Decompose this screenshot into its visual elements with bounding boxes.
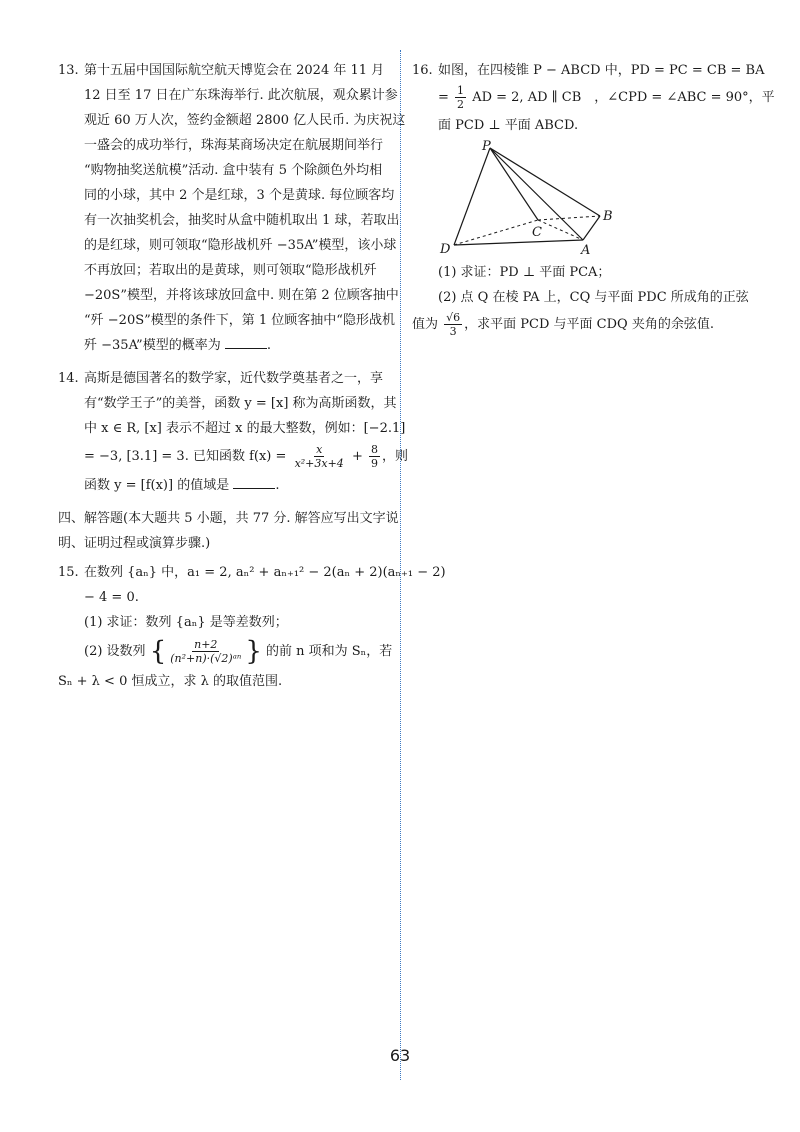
question-13-last-line: 歼 −35A”模型的概率为: [84, 338, 221, 353]
fraction-numerator: n+2: [194, 638, 218, 651]
fraction: [444, 311, 462, 338]
question-13-line: 第十五届中国国际航空航天博览会在 2024 年 11 月: [84, 63, 385, 78]
section-heading: [58, 506, 399, 556]
question-15: [58, 560, 446, 694]
column-divider: [400, 50, 401, 1080]
question-14: [58, 366, 409, 498]
answer-blank[interactable]: [233, 474, 275, 489]
fraction-denominator: 2: [457, 98, 465, 111]
question-16-part-2: (2) 点 Q 在棱 PA 上，CQ 与平面 PDC 所成角的正弦: [438, 290, 749, 305]
fraction-numerator: 1: [457, 84, 465, 97]
pyramid-diagram: [438, 140, 638, 260]
section-heading-line: 四、解答题(本大题共 5 小题，共 77 分. 解答应写出文字说: [58, 511, 399, 526]
pyramid-figure: [438, 140, 752, 260]
fraction-denominator: 9: [371, 457, 378, 470]
vertex-label-d: D: [440, 242, 451, 257]
question-14-end: .: [275, 478, 280, 493]
question-13-line: −20S”模型，并将该球放回盒中. 则在第 2 位顾客抽中: [84, 288, 399, 303]
question-13-line: 同的小球，其中 2 个是红球，3 个是黄球. 每位顾客均: [84, 188, 395, 203]
edge-pb: [490, 148, 600, 216]
left-brace-symbol: {: [149, 636, 167, 667]
edge-pd: [454, 148, 490, 245]
edge-da: [454, 240, 583, 245]
fraction: [293, 443, 346, 470]
question-13-number: 13.: [58, 63, 79, 78]
question-16-line: AD = 2, AD ∥ CB ，∠CPD = ∠ABC = 90°，平: [472, 90, 775, 105]
edge-ab: [583, 216, 600, 240]
question-16-line: 如图，在四棱锥 P − ABCD 中，PD = PC = CB = BA: [438, 63, 765, 78]
edge-dc: [454, 220, 538, 245]
right-brace-symbol: }: [245, 636, 262, 667]
page-number: 63: [389, 1046, 411, 1065]
fraction-numerator: x: [316, 443, 323, 456]
fraction-numerator: √6: [446, 311, 461, 324]
question-14-line: 高斯是德国著名的数学家，近代数学奠基者之一，享: [84, 371, 384, 386]
question-13-line: 观近 60 万人次，签约金额超 2800 亿人民币. 为庆祝这: [84, 113, 406, 128]
section-heading-line: 明、证明过程或演算步骤.): [58, 536, 211, 551]
plus-sign: +: [351, 449, 363, 464]
question-14-line: 有“数学王子”的美誉，函数 y = [x] 称为高斯函数，其: [84, 396, 397, 411]
question-13-end: .: [266, 338, 271, 353]
question-15-number: 15.: [58, 565, 79, 580]
vertex-label-p: P: [482, 139, 491, 154]
question-14-number: 14.: [58, 371, 79, 386]
edge-pc: [490, 148, 538, 220]
question-14-line: 中 x ∈ R, [x] 表示不超过 x 的最大整数，例如：[−2.1]: [84, 421, 406, 436]
question-13-line: “购物抽奖送航模”活动. 盒中装有 5 个除颜色外均相: [84, 163, 383, 178]
fraction: [168, 638, 243, 665]
answer-blank[interactable]: [225, 334, 267, 349]
fraction-denominator: x²+3x+4: [294, 457, 344, 470]
edge-cb: [538, 216, 600, 220]
question-14-line: ，则: [382, 449, 409, 464]
edge-ca: [538, 220, 583, 240]
question-16: [412, 58, 775, 340]
question-15-part-2: 的前 n 项和为 Sₙ，若: [266, 644, 393, 659]
question-16-line: 面 PCD ⊥ 平面 ABCD.: [438, 118, 579, 133]
question-15-part-1: (1) 求证：数列 {aₙ} 是等差数列；: [84, 615, 288, 630]
question-15-part-2-line: Sₙ + λ < 0 恒成立，求 λ 的取值范围.: [58, 674, 283, 689]
question-16-part-2: ，求平面 PCD 与平面 CDQ 夹角的余弦值.: [464, 317, 714, 332]
fraction: [369, 443, 380, 470]
question-16-line: =: [438, 90, 449, 105]
question-15-part-2: (2) 设数列: [84, 644, 146, 659]
question-16-part-1: (1) 求证：PD ⊥ 平面 PCA；: [438, 265, 611, 280]
question-13: [58, 58, 406, 358]
fraction-numerator: 8: [371, 443, 378, 456]
question-13-line: 不再放回；若取出的是黄球，则可领取“隐形战机歼: [84, 263, 377, 278]
question-15-line: 在数列 {aₙ} 中，a₁ = 2, aₙ² + aₙ₊₁² − 2(aₙ + 2)(aₙ₊₁ − 2): [84, 565, 446, 580]
fraction-denominator: (n²+n)·(√2)ᵃⁿ: [170, 652, 242, 665]
right-column: [412, 58, 775, 348]
question-14-line: = −3, [3.1] = 3. 已知函数 f(x) =: [84, 449, 287, 464]
question-16-part-2: 值为: [412, 317, 439, 332]
question-16-number: 16.: [412, 63, 433, 78]
question-13-line: 12 日至 17 日在广东珠海举行. 此次航展，观众累计参: [84, 88, 398, 103]
question-13-line: “歼 −20S”模型的条件下，第 1 位顾客抽中“隐形战机: [84, 313, 395, 328]
question-13-line: 的是红球，则可领取“隐形战机歼 −35A”模型，该小球: [84, 238, 397, 253]
question-13-line: 一盛会的成功举行，珠海某商场决定在航展期间举行: [84, 138, 384, 153]
question-15-line: − 4 = 0.: [84, 590, 139, 605]
fraction-denominator: 3: [449, 325, 457, 338]
vertex-label-c: C: [532, 225, 542, 240]
vertex-label-b: B: [603, 209, 613, 224]
fraction: [455, 84, 466, 111]
question-13-line: 有一次抽奖机会，抽奖时从盒中随机取出 1 球，若取出: [84, 213, 400, 228]
vertex-label-a: A: [581, 243, 591, 258]
question-14-line: 函数 y = [f(x)] 的值域是: [84, 478, 230, 493]
